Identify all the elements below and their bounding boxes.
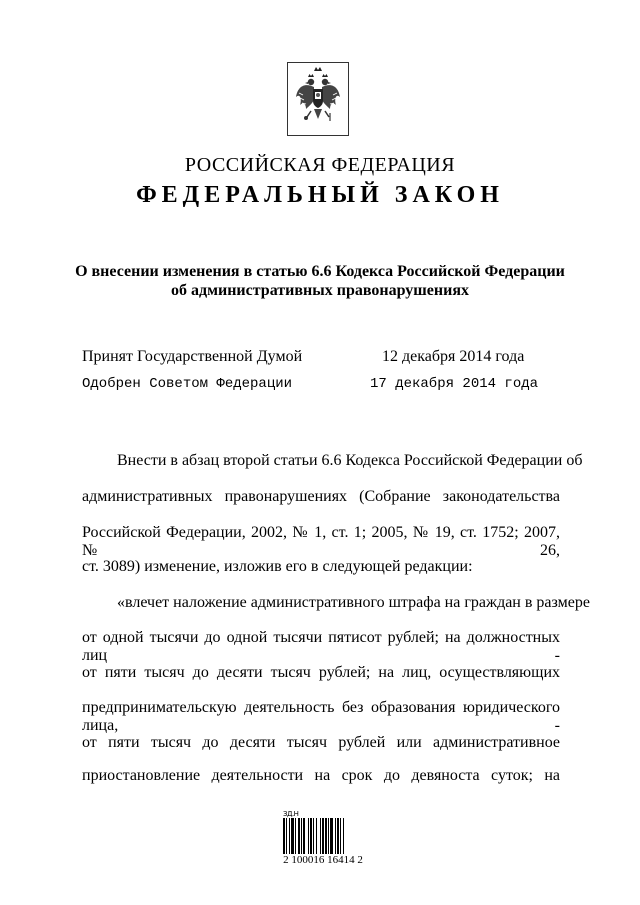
barcode-bar xyxy=(303,818,305,854)
law-type-heading: ФЕДЕРАЛЬНЫЙ ЗАКОН xyxy=(136,182,504,208)
barcode-bar xyxy=(295,818,296,854)
barcode-bar xyxy=(310,818,312,854)
body-line: от пяти тысяч до десяти тысяч рублей; на лиц, осуществляющих xyxy=(82,664,560,681)
barcode-bar xyxy=(283,818,285,854)
barcode-bar xyxy=(286,818,287,854)
body-line: ст. 3089) изменение, изложив его в следующей редакции: xyxy=(82,558,473,575)
barcode-bar xyxy=(330,818,333,854)
body-line: Российской Федерации, 2002, № 1, ст. 1; 2005, № 19, ст. 1752; 2007, № 26, xyxy=(82,524,560,559)
barcode-number: 2 100016 16414 2 xyxy=(283,854,363,866)
barcode-bar xyxy=(325,818,327,854)
barcode-caption: ЗД.Н xyxy=(283,810,299,818)
barcode-bar xyxy=(337,818,339,854)
barcode-bar xyxy=(320,818,321,854)
barcode-bar xyxy=(335,818,336,854)
double-headed-eagle-icon xyxy=(288,63,348,135)
barcode-bar xyxy=(340,818,341,854)
council-approval-date: 17 декабря 2014 года xyxy=(370,376,539,392)
law-subject-line: об административных правонарушениях xyxy=(171,282,469,299)
barcode-bar xyxy=(313,818,314,854)
body-line: Внести в абзац второй статьи 6.6 Кодекса Российской Федерации об xyxy=(117,452,583,469)
barcode-bar xyxy=(322,818,324,854)
barcode-bar xyxy=(308,818,309,854)
body-line: приостановление деятельности на срок до девяноста суток; на xyxy=(82,767,560,784)
barcode-bar xyxy=(298,818,300,854)
body-line: «влечет наложение административного штрафа на граждан в размере xyxy=(117,594,590,611)
barcode-bar xyxy=(328,818,329,854)
barcode-icon xyxy=(283,818,357,854)
law-subject-line: О внесении изменения в статью 6.6 Кодекса Российской Федерации xyxy=(75,263,565,280)
body-line: от пяти тысяч до десяти тысяч рублей или административное xyxy=(82,734,560,751)
barcode-bar xyxy=(291,818,294,854)
duma-adoption-label: Принят Государственной Думой xyxy=(82,348,303,365)
barcode-bar xyxy=(301,818,302,854)
barcode-bar xyxy=(343,818,344,854)
barcode-bar xyxy=(316,818,317,854)
country-heading: РОССИЙСКАЯ ФЕДЕРАЦИЯ xyxy=(184,154,456,176)
law-subject xyxy=(0,262,640,300)
duma-adoption-date: 12 декабря 2014 года xyxy=(382,348,525,365)
body-line: от одной тысячи до одной тысячи пятисот рублей; на должностных лиц - xyxy=(82,629,560,664)
body-line: административных правонарушениях (Собрание законодательства xyxy=(82,488,560,505)
council-approval-label: Одобрен Советом Федерации xyxy=(82,376,293,392)
body-line: предпринимательскую деятельность без образования юридического лица, - xyxy=(82,699,560,734)
coat-of-arms-emblem xyxy=(287,62,349,136)
barcode-bar xyxy=(289,818,290,854)
